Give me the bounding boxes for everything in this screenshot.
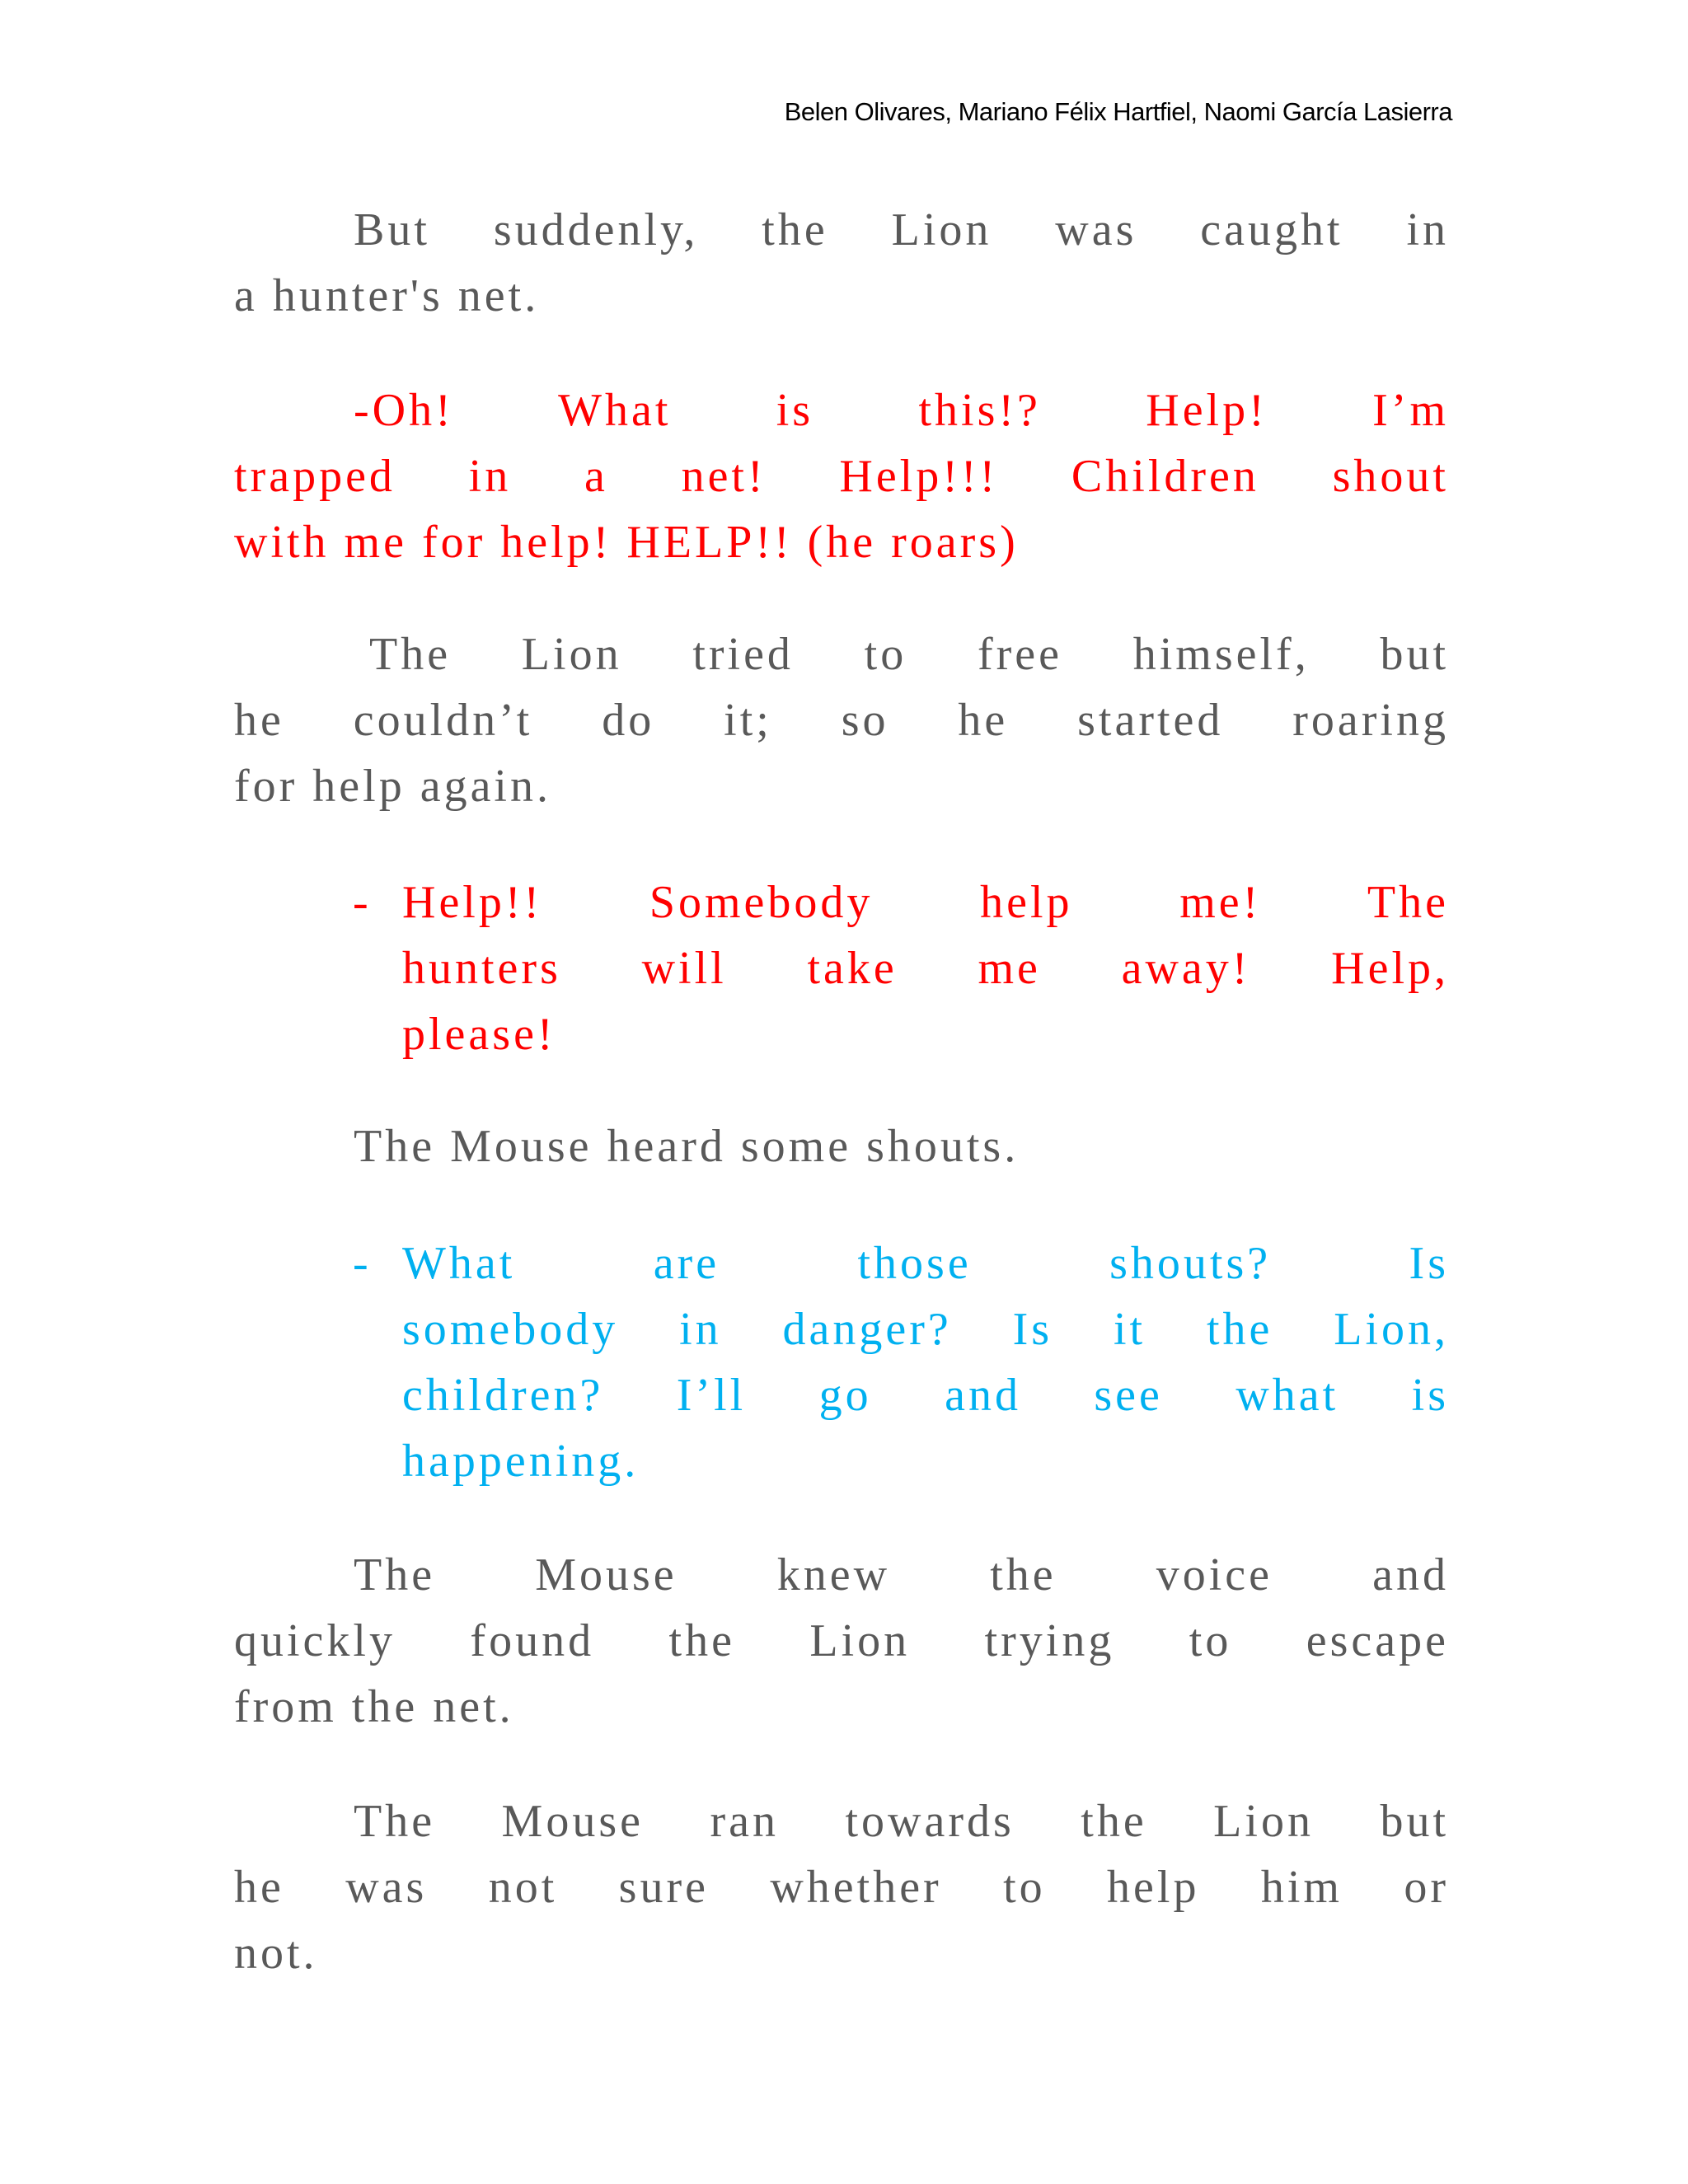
narration-paragraph — [234, 1788, 1449, 1986]
text-line: please! — [402, 1009, 556, 1060]
text-line: But suddenly, the Lion was caught in — [354, 204, 1449, 255]
text-line: somebody in danger? Is it the Lion, — [402, 1304, 1449, 1355]
text-line: with me for help! HELP!! (he roars) — [234, 517, 1019, 568]
text-line: The Mouse heard some shouts. — [354, 1121, 1020, 1172]
text-line: he couldn’t do it; so he started roaring — [234, 695, 1449, 746]
text-line: happening. — [402, 1436, 640, 1487]
narration-paragraph — [234, 1113, 1449, 1179]
text-line: for help again. — [234, 761, 551, 812]
text-line: not. — [234, 1928, 318, 1979]
text-line: he was not sure whether to help him or — [234, 1862, 1449, 1913]
text-line: quickly found the Lion trying to escape — [234, 1615, 1449, 1666]
text-line: trapped in a net! Help!!! Children shout — [234, 451, 1449, 502]
lion-dialogue-list-item — [353, 869, 1449, 1067]
text-line: -Oh! What is this!? Help! I’m — [354, 385, 1449, 436]
mouse-dialogue-list-item — [353, 1230, 1449, 1494]
text-line: a hunter's net. — [234, 270, 540, 321]
text-line: The Mouse ran towards the Lion but — [354, 1796, 1449, 1847]
list-dash-bullet: - — [353, 877, 372, 928]
narration-paragraph — [234, 1542, 1449, 1740]
narration-paragraph — [234, 197, 1449, 329]
page-header-authors: Belen Olivares, Mariano Félix Hartfiel, Naomi García Lasierra — [784, 97, 1452, 126]
text-line: from the net. — [234, 1681, 514, 1732]
text-line: Help!! Somebody help me! The — [402, 877, 1449, 928]
text-line: What are those shouts? Is — [402, 1238, 1449, 1289]
text-line: hunters will take me away! Help, — [402, 943, 1449, 994]
text-line: children? I’ll go and see what is — [402, 1370, 1449, 1421]
lion-dialogue-paragraph — [234, 377, 1449, 575]
text-line: The Lion tried to free himself, but — [369, 629, 1449, 680]
narration-paragraph — [234, 621, 1449, 819]
text-line: The Mouse knew the voice and — [354, 1549, 1449, 1601]
list-dash-bullet: - — [353, 1238, 372, 1289]
